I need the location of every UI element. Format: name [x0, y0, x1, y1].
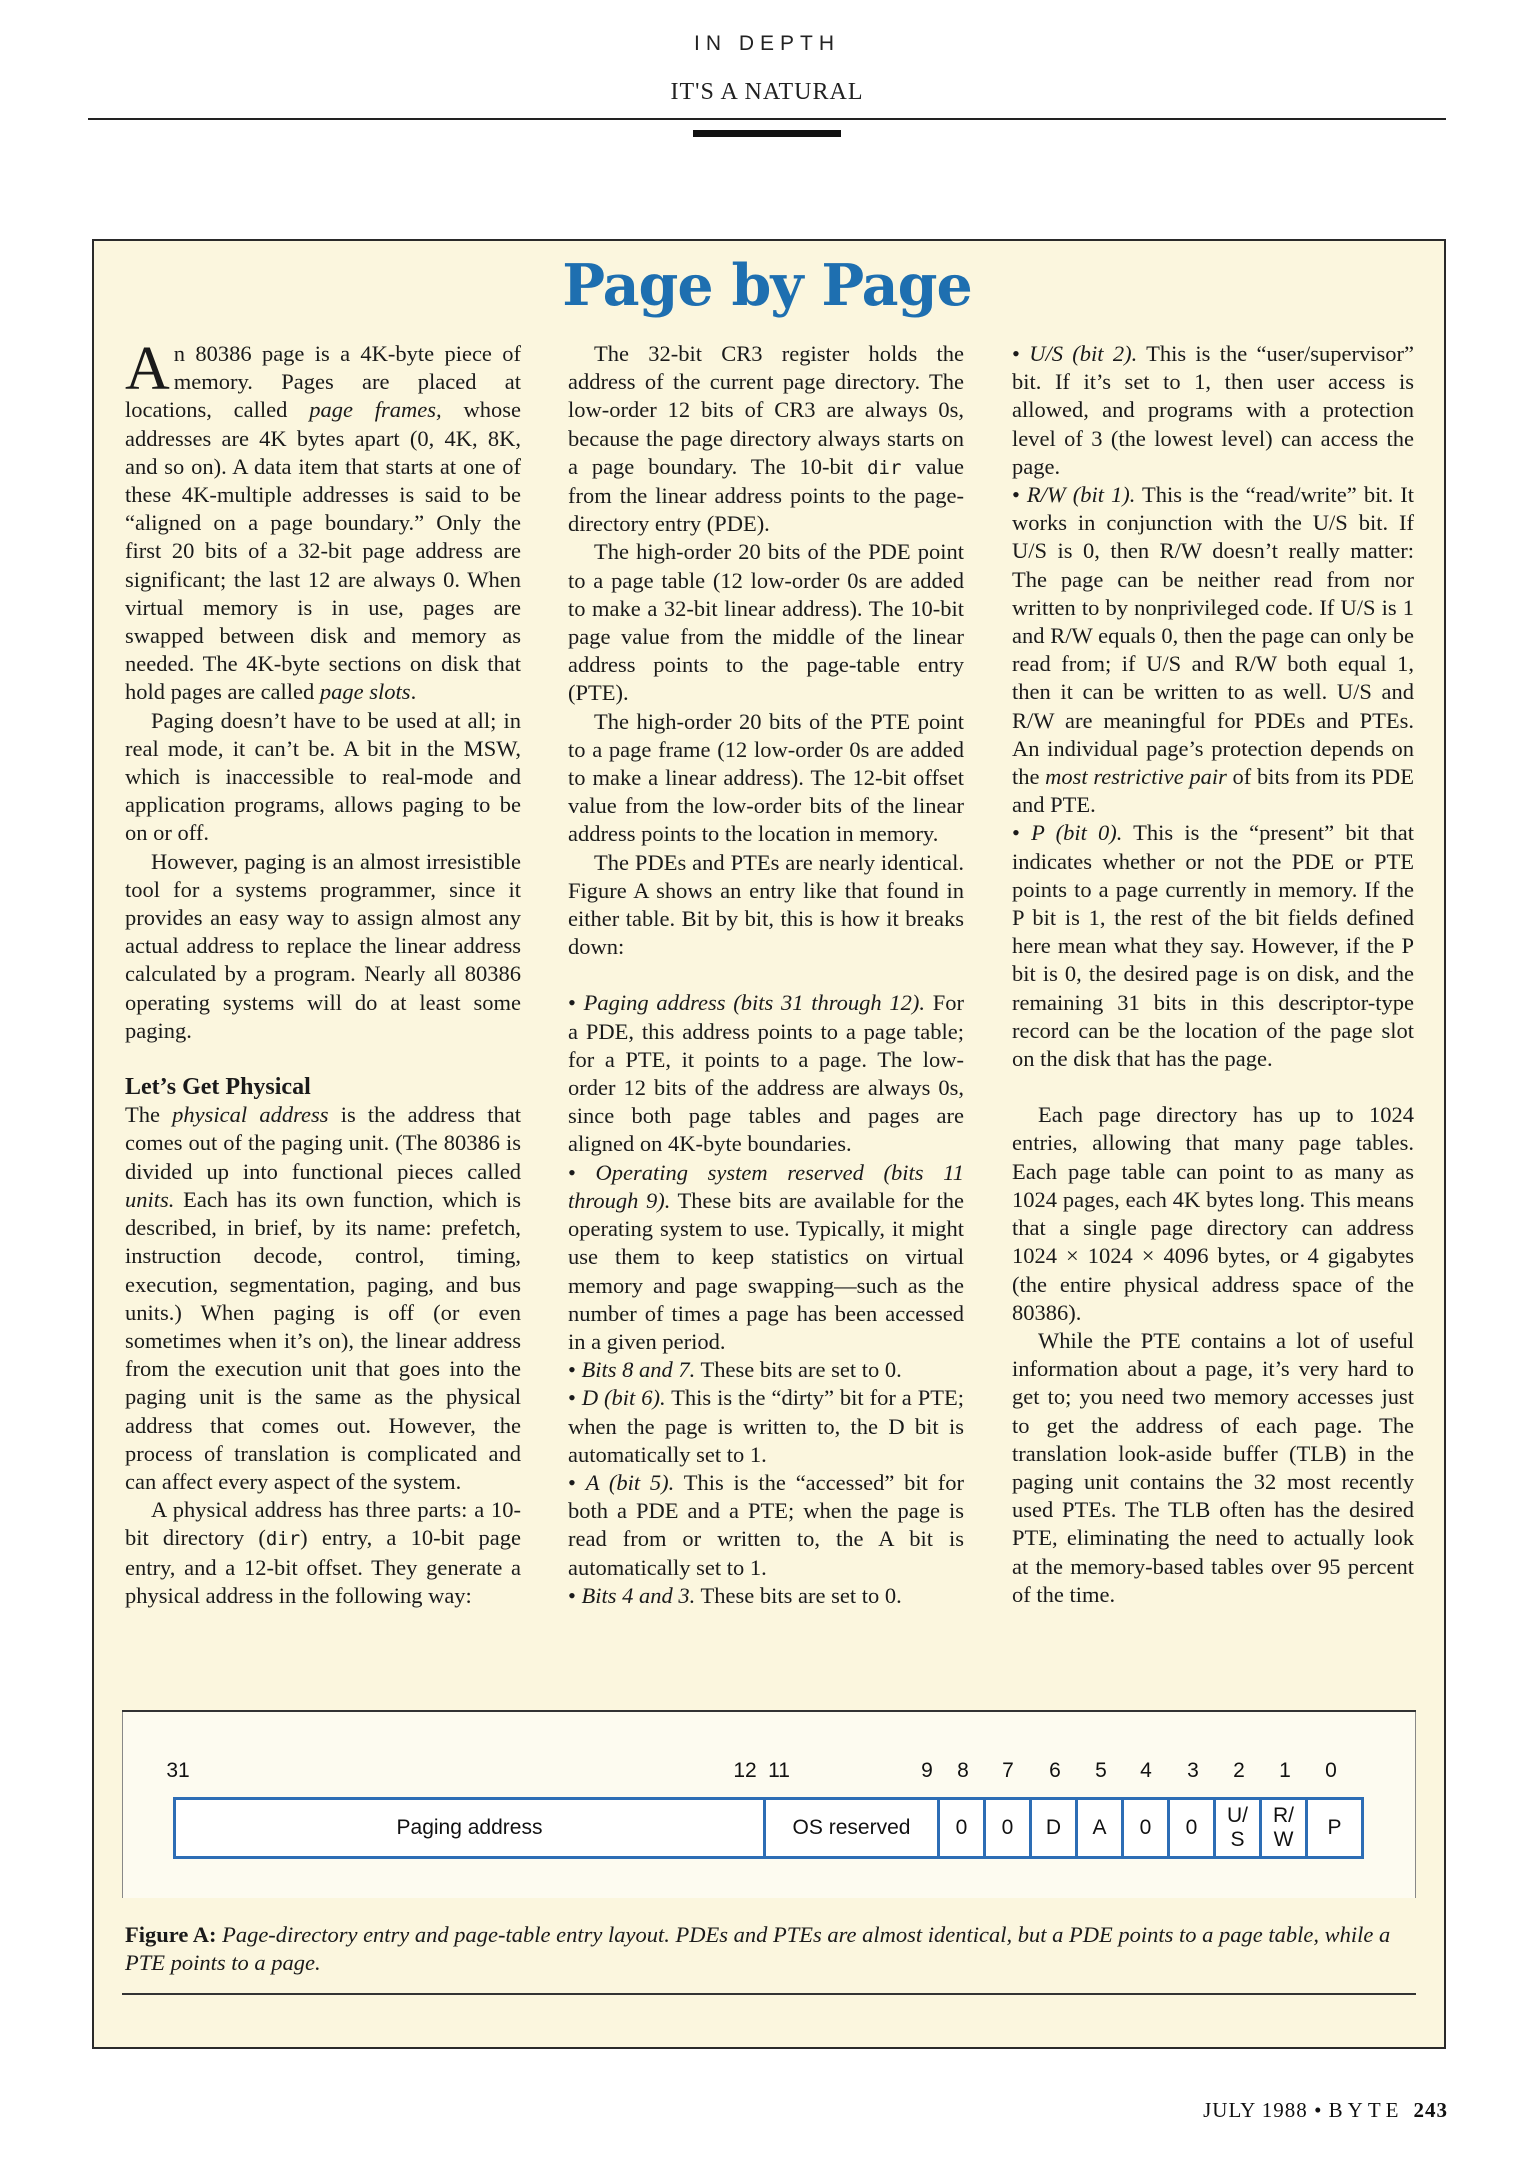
- bullet-item: • P (bit 0). This is the “present” bit that indicates whether or not the PDE or PTE points to a page currently in memory. If the P bit is 1, the rest of the bit fields defined here mean what they say. However, if the P bit is 0, the desired page is on disk, and the remaining 31 bits in this descriptor-type record can be the location of the page slot on the disk that has the page.: [1012, 820, 1414, 1072]
- drop-cap: A: [125, 335, 170, 403]
- header-rule: [88, 118, 1446, 120]
- paragraph: A physical address has three parts: a 10-bit directory (dir) entry, a 10-bit page entry, and a 12-bit offset. They generate a physical address in the following way:: [125, 1497, 521, 1608]
- bullet-item: • A (bit 5). This is the “accessed” bit for both a PDE and a PTE; when the page is read from or written to, the A bit is automatically set to 1.: [568, 1469, 964, 1580]
- bit-label: 2: [1233, 1759, 1245, 1782]
- bit-label: 8: [957, 1759, 969, 1782]
- bit-label: 4: [1140, 1759, 1152, 1782]
- bit-label: 9: [921, 1759, 933, 1782]
- subheading: Let’s Get Physical: [125, 1074, 311, 1101]
- bit-label: 31: [166, 1759, 190, 1782]
- paragraph: The physical address is the address that comes out of the paging unit. (The 80386 is divided up into functional pieces called units. Each has its own function, which is described, in brief, by its name: prefetch, instruction decode, control, timing, execution, segmentation, paging, and bus units.) When paging is off (or even sometimes when it’s on), the linear address from the execution unit that goes into the paging unit is the same as the physical address that comes out. However, the process of translation is complicated and can affect every aspect of the system.: [125, 1102, 521, 1494]
- section-label: IN DEPTH: [693, 32, 840, 55]
- column-2: [568, 340, 964, 1610]
- bullet-item: • D (bit 6). This is the “dirty” bit for a PTE; when the page is written to, the D bit is automatically set to 1.: [568, 1385, 964, 1467]
- field-bit-1-read-write: R/ W: [1259, 1797, 1305, 1859]
- page-number: 243: [1413, 2098, 1448, 2122]
- article-title: IT'S A NATURAL: [670, 79, 864, 105]
- paragraph: Each page directory has up to 1024 entries, allowing that many page tables. Each page table can point to as many as 1024 pages, each 4K bytes long. This means that a single page directory can address 1024 × 1024 × 4096 bytes, or 4 gigabytes (the entire physical address space of the 80386).: [1012, 1102, 1414, 1325]
- field-bit-2-user-supervisor: U/ S: [1213, 1797, 1259, 1859]
- column-3: [1012, 340, 1414, 1609]
- field-bit-0-present: P: [1305, 1797, 1361, 1859]
- paragraph: The high-order 20 bits of the PTE point to a page frame (12 low-order 0s are added to make a linear address). The 12-bit offset value from the low-order bits of the linear address points to the location in memory.: [568, 708, 964, 847]
- paragraph: While the PTE contains a lot of useful information about a page, it’s very hard to get to; you need two memory accesses just to get the address of each page. The translation look-aside buffer (TLB) in the paging unit contains the 32 most recently used PTEs. The TLB often has the desired PTE, eliminating the need to actually look at the memory-based tables over 95 percent of the time.: [1012, 1327, 1414, 1607]
- column-1: [125, 335, 521, 1610]
- bit-label: 7: [1002, 1759, 1014, 1782]
- field-bit-7: 0: [983, 1797, 1029, 1859]
- field-bit-3: 0: [1167, 1797, 1213, 1859]
- bit-label: 12: [733, 1759, 757, 1782]
- bit-label: 6: [1049, 1759, 1061, 1782]
- field-bit-6-dirty: D: [1029, 1797, 1075, 1859]
- bit-label: 11: [768, 1759, 790, 1782]
- paragraph: The 32-bit CR3 register holds the address of the current page directory. The low-order 12 bits of CR3 are always 0s, because the page directory always starts on a page boundary. The 10-bit dir value from the linear address points to the page-directory entry (PDE).: [568, 341, 964, 537]
- paragraph: An 80386 page is a 4K-byte piece of memory. Pages are placed at locations, called page frames, whose addresses are 4K bytes apart (0, 4K, 8K, and so on). A data item that starts at one of these 4K-multiple addresses is said to be “aligned on a page boundary.” Only the first 20 bits of a 32-bit page address are significant; the last 12 are always 0. When virtual memory is in use, pages are swapped between disk and memory as needed. The 4K-byte sections on disk that hold pages are called page slots.: [125, 335, 521, 705]
- bullet-item: • R/W (bit 1). This is the “read/write” bit. It works in conjunction with the U/S bit. If U/S is 0, then R/W doesn’t really matter: The page can be neither read from nor written to by nonprivileged code. If U/S is 1 and R/W equals 0, then the page can only be read from; if U/S and R/W both equal 1, then it can be written to as well. U/S and R/W are meaningful for PDEs and PTEs. An individual page’s protection depends on the most restrictive pair of bits from its PDE and PTE.: [1012, 482, 1414, 818]
- bit-label: 0: [1325, 1759, 1337, 1782]
- sidebar-title: Page by Page: [562, 252, 972, 319]
- page-footer: JULY 1988 • BYTE 243: [1203, 2098, 1448, 2122]
- paragraph: Paging doesn’t have to be used at all; in real mode, it can’t be. A bit in the MSW, which is inaccessible to real-mode and application programs, allows paging to be on or off.: [125, 707, 521, 846]
- header-bar: [693, 130, 841, 137]
- figure-rule-bottom: [122, 1993, 1416, 1995]
- bullet-item: • Operating system reserved (bits 11 through 9). These bits are available for the operating system to use. Typically, it might use them to keep statistics on virtual memory and page swapping—such as the number of times a page has been accessed in a given period.: [568, 1159, 964, 1354]
- bit-label: 3: [1187, 1759, 1199, 1782]
- figure-caption: Figure A: Page-directory entry and page-table entry layout. PDEs and PTEs are almost identical, but a PDE points to a page table, while a PTE points to a page.: [125, 1922, 1391, 1975]
- field-bit-5-accessed: A: [1075, 1797, 1121, 1859]
- bullet-item: • Bits 8 and 7. These bits are set to 0.: [568, 1357, 902, 1383]
- field-bit-8: 0: [937, 1797, 983, 1859]
- field-os-reserved: OS reserved: [763, 1797, 937, 1859]
- bullet-item: • Paging address (bits 31 through 12). For a PDE, this address points to a page table; for a PTE, it points to a page. The low-order 12 bits of the address are always 0s, since both page tables and pages are aligned on 4K-byte boundaries.: [568, 990, 964, 1157]
- bit-label: 5: [1095, 1759, 1107, 1782]
- field-paging-address: Paging address: [396, 1816, 543, 1839]
- bullet-item: • U/S (bit 2). This is the “user/supervisor” bit. If it’s set to 1, then user access is allowed, and programs with a protection level of 3 (the lowest level) can access the page.: [1012, 341, 1414, 479]
- bit-label: 1: [1279, 1759, 1291, 1782]
- paragraph: The PDEs and PTEs are nearly identical. Figure A shows an entry like that found in either table. Bit by bit, this is how it breaks down:: [568, 849, 964, 960]
- paragraph: However, paging is an almost irresistible tool for a systems programmer, since it provides an easy way to assign almost any actual address to replace the linear address calculated by a program. Nearly all 80386 operating systems will do at least some paging.: [125, 848, 521, 1043]
- bullet-item: • Bits 4 and 3. These bits are set to 0.: [568, 1582, 902, 1608]
- paragraph: The high-order 20 bits of the PDE point to a page table (12 low-order 0s are added to make a 32-bit linear address). The 10-bit page value from the middle of the linear address points to the page-table entry (PTE).: [568, 539, 964, 706]
- field-bit-4: 0: [1121, 1797, 1167, 1859]
